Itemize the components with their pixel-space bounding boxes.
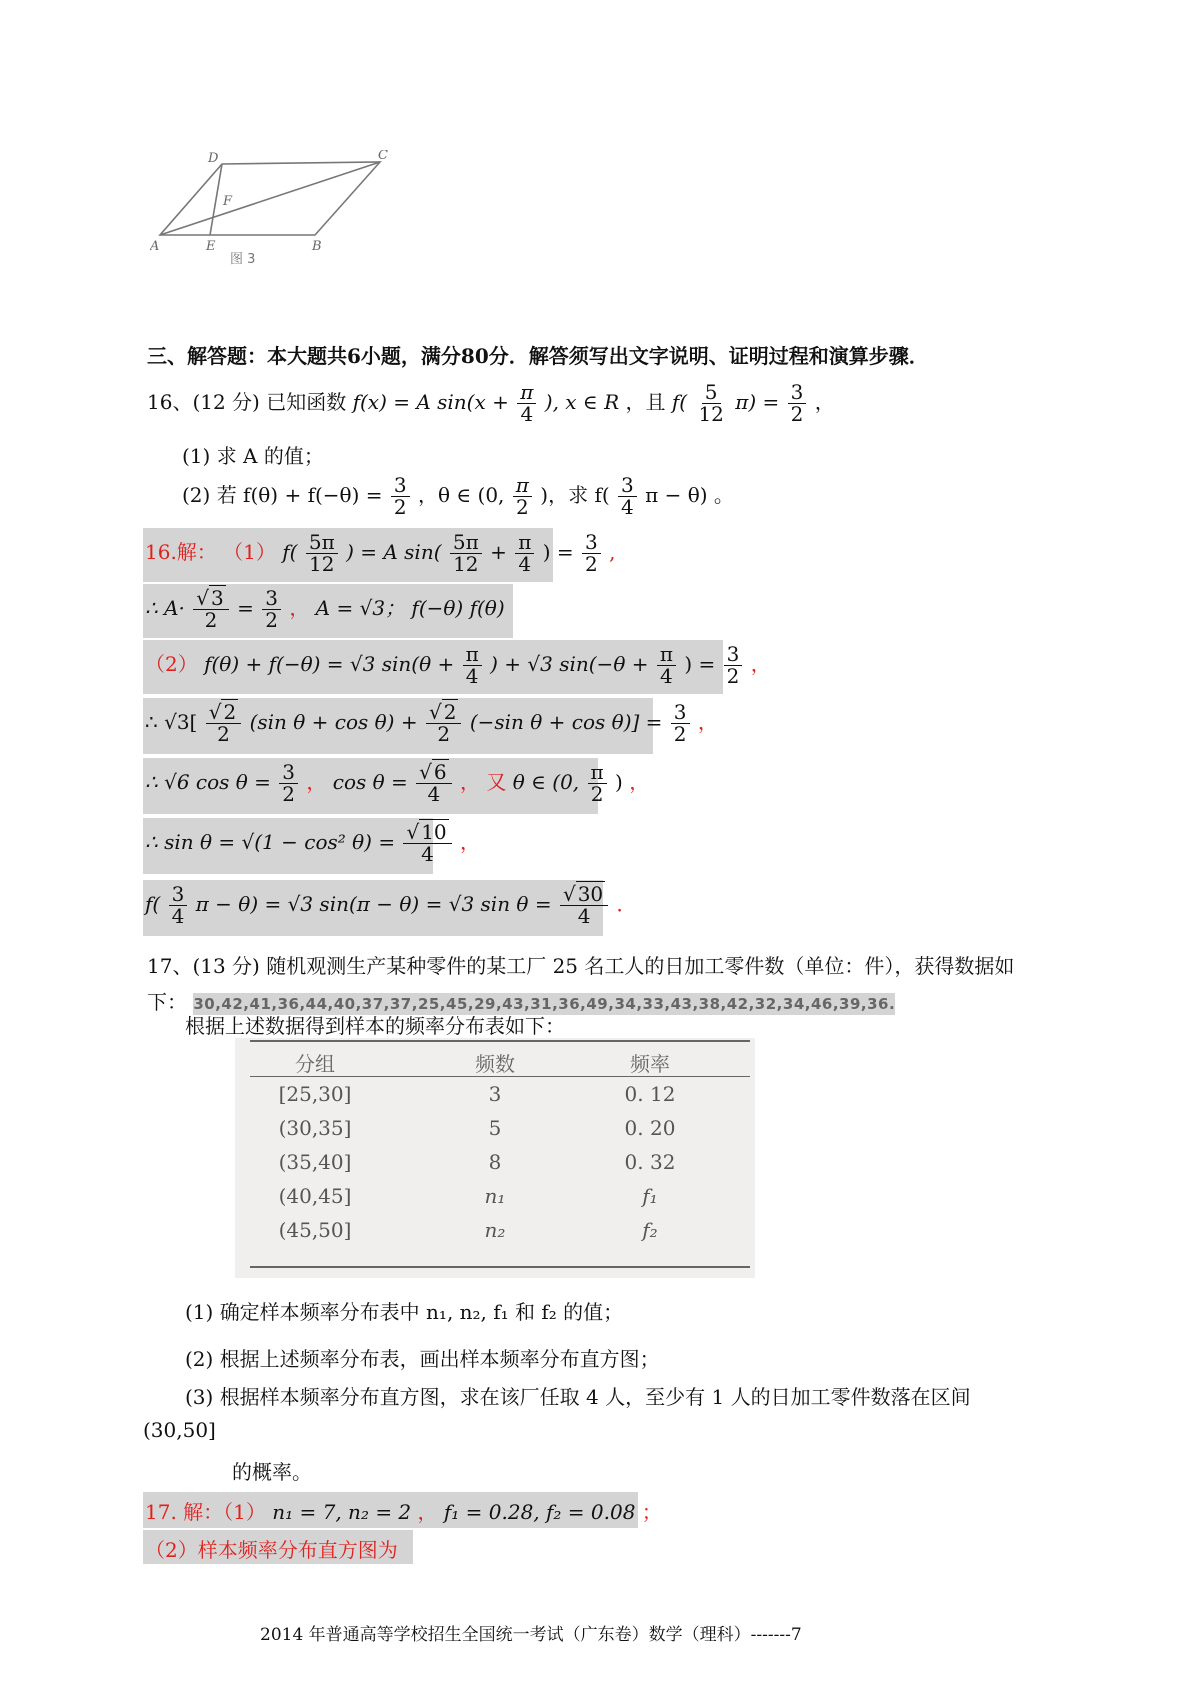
vertex-c-label: C (378, 150, 388, 163)
q17-part3: (3) 根据样本频率分布直方图，求在该厂任取 4 人，至少有 1 人的日加工零件数落在区间 (185, 1385, 971, 1409)
section-heading: 三、解答题：本大题共6小题，满分80分．解答须写出文字说明、证明过程和演算步骤． (147, 344, 929, 368)
q17-part3-interval: (30,50] (143, 1418, 216, 1442)
table-header-group: 分组 (295, 1052, 335, 1076)
frac-3-2: $\frac{3}{2}$ (788, 382, 807, 425)
table-row-2-group: (30,35] (278, 1116, 352, 1140)
sol16-line2: ∴ A· $\frac{√ 3}{2}$ = $\frac{3}{2}$ ， A = √3； f(−θ) f(θ) (145, 586, 505, 632)
table-row-5-freq: f₂ (642, 1218, 658, 1242)
sol16-line1: 16.解： （1） f( $\frac{5\pi}{12}$ ) = A sin( $\frac{5\pi}{12}$ + $\frac{\pi}{4}$ ) = $\frac{3}{2}$ , (145, 530, 616, 576)
vertex-d-label: D (208, 151, 219, 166)
vertex-a-label: A (150, 239, 160, 254)
sol16-line4: ∴ √3[ $\frac{√ 2}{2}$ (sin θ + cos θ) + $\frac{√ 2}{2}$ (−sin θ + cos θ)] = $\frac{3}{2}$ ， (145, 700, 718, 746)
sol17-f-values: f₁ = 0.28, f₂ = 0.08 (443, 1500, 636, 1524)
sol16-label: 16.解： (145, 540, 217, 564)
q16-f-left: f( (671, 390, 688, 414)
sol17-label: 17. 解：（1） (145, 1500, 266, 1524)
point-e-label: E (206, 239, 216, 254)
figure-caption: 图 3 (230, 252, 256, 267)
q16-and: ，且 (625, 390, 666, 414)
q17-part2: (2) 根据上述频率分布表，画出样本频率分布直方图； (185, 1347, 660, 1371)
point-f-label: F (223, 194, 233, 209)
table-row-5-group: (45,50] (278, 1218, 352, 1242)
q16-part1: (1) 求 A 的值； (182, 444, 324, 468)
sol16-line5: ∴ √6 cos θ = $\frac{3}{2}$ ， cos θ = $\frac{√ 6}{4}$ ， 又 θ ∈ (0, $\frac{\pi}{2}$ ) ， (145, 760, 650, 806)
q16-func: f(x) = A sin(x + (352, 390, 509, 414)
table-row-4-group: (40,45] (278, 1184, 352, 1208)
frac-5-12: $\frac{5}{12}$ (698, 380, 724, 426)
sol17-part2: （2）样本频率分布直方图为 (145, 1538, 398, 1562)
frac-pi-4: $\frac{\pi}{4}$ (517, 382, 536, 425)
sol17-n-values: n₁ = 7, n₂ = 2 (272, 1500, 412, 1524)
vertex-b-label: B (312, 239, 322, 254)
table-row-4-count: n₁ (484, 1184, 506, 1208)
frequency-table (235, 1038, 755, 1278)
q17-data-prefix: 下： (147, 990, 187, 1014)
table-row-2-count: 5 (488, 1116, 502, 1140)
table-header-freq: 频率 (630, 1052, 670, 1076)
sol16-line6: ∴ sin θ = √(1 − cos² θ) = $\frac{√ 10}{4}$ ， (145, 820, 480, 866)
q16-part2: (2) 若 f(θ) + f(−θ) = $\frac{3}{2}$ ，θ ∈ (0, $\frac{\pi}{2}$ )，求 f( $\frac{3}{4}$ π − θ) 。 (182, 473, 734, 519)
sol16-line3: （2） f(θ) + f(−θ) = √3 sin(θ + $\frac{\pi}{4}$ ) + √3 sin(−θ + $\frac{\pi}{4}$ ) = $\frac{3}{2}$ ， (145, 642, 771, 688)
q16-number: 16、(12 分) 已知函数 (147, 390, 347, 414)
table-row-4-freq: f₁ (642, 1184, 658, 1208)
table-row-2-freq: 0. 20 (624, 1116, 676, 1140)
q17-part3-tail: 的概率。 (232, 1460, 312, 1484)
q17-stem: 17、(13 分) 随机观测生产某种零件的某工厂 25 名工人的日加工零件数（单位：件），获得数据如 (147, 954, 1015, 978)
table-row-1-count: 3 (488, 1082, 502, 1106)
page-footer: 2014 年普通高等学校招生全国统一考试（广东卷）数学（理科）-------7 (260, 1625, 802, 1645)
table-row-3-count: 8 (488, 1150, 502, 1174)
table-header-count: 频数 (475, 1052, 515, 1076)
q16-tail: ), x ∈ R (544, 390, 620, 414)
q16-comma: ， (814, 390, 835, 414)
sol16-part2-label: （2） (145, 652, 198, 676)
geometry-figure (150, 150, 410, 275)
q16-stem (147, 382, 835, 425)
table-row-1-freq: 0. 12 (624, 1082, 676, 1106)
table-row-3-freq: 0. 32 (624, 1150, 676, 1174)
table-row-1-group: [25,30] (278, 1082, 352, 1106)
q17-part1: (1) 确定样本频率分布表中 n₁, n₂, f₁ 和 f₂ 的值； (185, 1300, 624, 1324)
q17-table-intro: 根据上述数据得到样本的频率分布表如下： (185, 1014, 565, 1038)
table-row-3-group: (35,40] (278, 1150, 352, 1174)
sol16-line7: f( $\frac{3}{4}$ π − θ) = √3 sin(π − θ) = √3 sin θ = $\frac{√ 30}{4}$ ． (145, 882, 637, 928)
sol17-line1: 17. 解：（1） n₁ = 7, n₂ = 2 ， f₁ = 0.28, f₂ = 0.08 ； (145, 1500, 662, 1524)
table-row-5-count: n₂ (484, 1218, 506, 1242)
sol16-part1-label: （1） (223, 540, 276, 564)
q16-pi-close: π) = (735, 390, 780, 414)
q17-data-values: 30,42,41,36,44,40,37,37,25,45,29,43,31,36,49,34,33,43,38,42,32,34,46,39,36. (193, 995, 896, 1013)
parallelogram-diagram (150, 150, 410, 270)
